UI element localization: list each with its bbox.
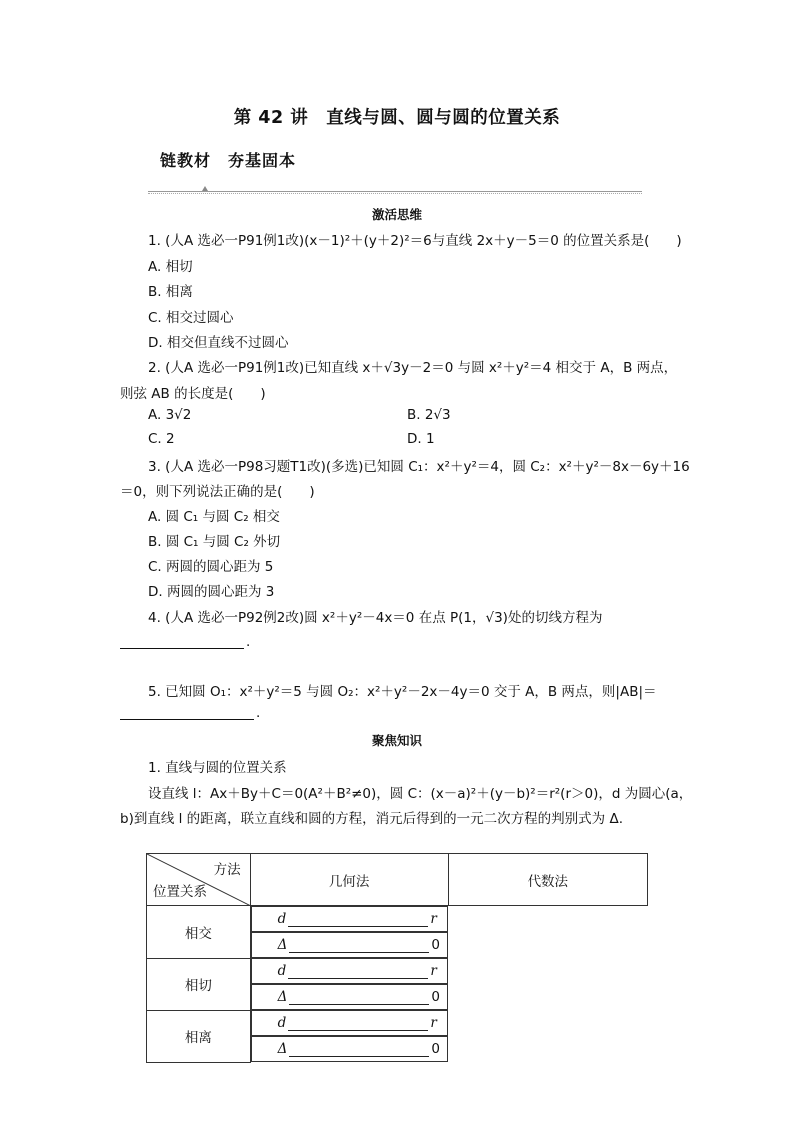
fill-blank[interactable] <box>289 1045 429 1057</box>
alg-fill-cell[interactable] <box>251 1036 448 1062</box>
symbol-r: r <box>430 963 437 979</box>
row-label: 相离 <box>147 1010 251 1062</box>
knowledge-item-1-title: 1. 直线与圆的位置关系 <box>148 760 287 776</box>
section-subtitle: 链教材 夯基固本 <box>160 151 297 170</box>
symbol-d: d <box>277 911 287 927</box>
alg-fill-cell[interactable] <box>251 932 448 958</box>
table-header-row <box>147 854 648 906</box>
knowledge-paragraph-line1: 设直线 l：Ax＋By＋C＝0(A²＋B²≠0)，圆 C：(x－a)²＋(y－b)²＝r²(r＞0)，d 为圆心(a， <box>148 786 693 802</box>
question-3-option-b: B. 圆 C₁ 与圆 C₂ 外切 <box>148 534 281 550</box>
question-5-answer-blank[interactable] <box>120 719 254 720</box>
geo-fill-cell[interactable] <box>251 1010 448 1036</box>
geo-fill-cell[interactable] <box>251 906 448 932</box>
fill-blank[interactable] <box>288 967 428 979</box>
divider-line-dotted <box>148 193 642 194</box>
question-3-stem-line1: 3. (人A 选必一P98习题T1改)(多选)已知圆 C₁：x²＋y²＝4，圆 C₂：x²＋y²－8x－6y＋16 <box>148 459 690 475</box>
question-1-option-d: D. 相交但直线不过圆心 <box>148 335 289 351</box>
row-label: 相交 <box>147 906 251 959</box>
question-4-stem: 4. (人A 选必一P92例2改)圆 x²＋y²－4x＝0 在点 P(1，√3)处的切线方程为 <box>148 610 603 626</box>
section-heading-activate: 激活思维 <box>371 207 422 222</box>
symbol-delta: Δ <box>277 989 288 1005</box>
question-2-option-a: A. 3√2 <box>148 407 192 423</box>
symbol-delta: Δ <box>277 937 288 953</box>
table-row <box>147 1010 648 1062</box>
fill-blank[interactable] <box>288 1019 428 1031</box>
diag-header-relation: 位置关系 <box>153 884 207 900</box>
col-header-geometric: 几何法 <box>250 854 448 906</box>
fill-blank[interactable] <box>289 993 429 1005</box>
question-3-option-c: C. 两圆的圆心距为 5 <box>148 559 274 575</box>
fill-blank[interactable] <box>289 941 429 953</box>
knowledge-paragraph-line2: b)到直线 l 的距离，联立直线和圆的方程，消元后得到的一元二次方程的判别式为 Δ. <box>120 811 623 827</box>
question-5-end: . <box>256 705 261 721</box>
question-3-stem-line2: ＝0，则下列说法正确的是( ) <box>120 484 315 500</box>
question-1-option-b: B. 相离 <box>148 284 193 300</box>
table-diagonal-header <box>147 854 251 906</box>
question-1-option-c: C. 相交过圆心 <box>148 310 234 326</box>
question-4-answer-blank[interactable] <box>120 648 244 649</box>
symbol-d: d <box>277 1015 287 1031</box>
section-heading-focus: 聚焦知识 <box>371 733 422 748</box>
question-1-stem: 1. (人A 选必一P91例1改)(x－1)²＋(y＋2)²＝6与直线 2x＋y－5＝0 的位置关系是( ) <box>148 233 682 249</box>
col-header-algebraic: 代数法 <box>448 854 647 906</box>
question-2-option-b: B. 2√3 <box>407 407 451 423</box>
question-2-stem-line2: 则弦 AB 的长度是( ) <box>120 386 266 402</box>
divider-marker-icon <box>202 186 208 191</box>
position-relation-table <box>146 853 648 1063</box>
page-title: 第 42 讲 直线与圆、圆与圆的位置关系 <box>233 108 561 128</box>
question-2-option-c: C. 2 <box>148 431 175 447</box>
question-2-option-d: D. 1 <box>407 431 435 447</box>
symbol-zero: 0 <box>431 937 441 953</box>
symbol-zero: 0 <box>431 989 441 1005</box>
symbol-d: d <box>277 963 287 979</box>
divider-line <box>148 191 642 192</box>
question-2-stem-line1: 2. (人A 选必一P91例1改)已知直线 x＋√3y－2＝0 与圆 x²＋y²＝4 相交于 A，B 两点， <box>148 360 678 376</box>
table-row <box>147 906 648 959</box>
question-5-stem: 5. 已知圆 O₁：x²＋y²＝5 与圆 O₂：x²＋y²－2x－4y＝0 交于 A，B 两点，则|AB|＝ <box>148 684 657 700</box>
question-3-option-a: A. 圆 C₁ 与圆 C₂ 相交 <box>148 509 280 525</box>
symbol-r: r <box>430 1015 437 1031</box>
fill-blank[interactable] <box>288 915 428 927</box>
row-label: 相切 <box>147 958 251 1010</box>
table-row <box>147 958 648 1010</box>
diag-header-method: 方法 <box>213 862 241 878</box>
symbol-delta: Δ <box>277 1041 288 1057</box>
symbol-zero: 0 <box>431 1041 441 1057</box>
question-3-option-d: D. 两圆的圆心距为 3 <box>148 584 275 600</box>
geo-fill-cell[interactable] <box>251 958 448 984</box>
symbol-r: r <box>430 911 437 927</box>
question-1-option-a: A. 相切 <box>148 259 193 275</box>
alg-fill-cell[interactable] <box>251 984 448 1010</box>
question-4-end: . <box>246 634 251 650</box>
